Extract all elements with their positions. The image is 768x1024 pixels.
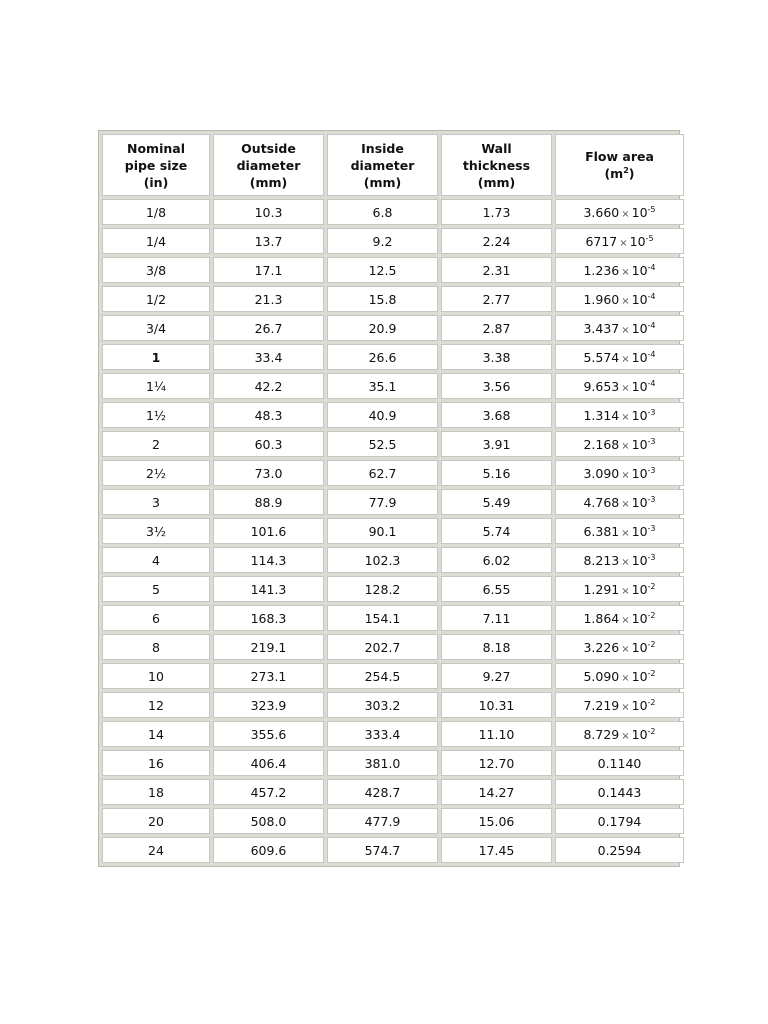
table-row: [102, 576, 684, 602]
cell-flow-area: [555, 663, 684, 689]
times-sign: ×: [621, 440, 630, 452]
table-row: [102, 547, 684, 573]
cell-outside-diameter: 457.2: [213, 779, 324, 805]
cell-wall-thickness: 5.74: [441, 518, 552, 544]
cell-nominal-pipe-size: 3/8: [102, 257, 210, 283]
times-sign: ×: [621, 614, 630, 626]
header-line: thickness: [462, 157, 531, 173]
flow-area-base: 10: [629, 233, 646, 249]
table-row: [102, 808, 684, 834]
flow-area-base: 10: [631, 639, 648, 655]
cell-inside-diameter: 202.7: [327, 634, 438, 660]
flow-area-mantissa: 1.291: [583, 581, 620, 597]
flow-area-base: 10: [631, 378, 648, 394]
table-row: [102, 663, 684, 689]
cell-wall-thickness: 2.77: [441, 286, 552, 312]
cell-nominal-pipe-size: 1½: [102, 402, 210, 428]
times-sign: ×: [621, 585, 630, 597]
flow-area-base: 10: [631, 668, 648, 684]
table-row: [102, 344, 684, 370]
cell-inside-diameter: 26.6: [327, 344, 438, 370]
header-unit-line: [556, 165, 683, 182]
times-sign: ×: [621, 208, 630, 220]
table-row: [102, 634, 684, 660]
times-sign: ×: [621, 527, 630, 539]
cell-inside-diameter: 574.7: [327, 837, 438, 863]
cell-nominal-pipe-size: 20: [102, 808, 210, 834]
flow-area-mantissa: 8.729: [583, 726, 620, 742]
table-row: [102, 315, 684, 341]
flow-area-mantissa: 1.314: [583, 407, 620, 423]
header-line: (mm): [363, 174, 402, 190]
flow-area-mantissa: 1.236: [583, 262, 620, 278]
cell-outside-diameter: 60.3: [213, 431, 324, 457]
cell-inside-diameter: 15.8: [327, 286, 438, 312]
cell-flow-area: [555, 576, 684, 602]
cell-nominal-pipe-size: 16: [102, 750, 210, 776]
table-row: [102, 431, 684, 457]
cell-nominal-pipe-size: 4: [102, 547, 210, 573]
times-sign: ×: [621, 672, 630, 684]
pipe-size-table-frame: [98, 130, 680, 867]
cell-wall-thickness: 3.56: [441, 373, 552, 399]
cell-flow-area: [555, 547, 684, 573]
flow-area-exponent: -2: [647, 668, 656, 678]
flow-area-mantissa: 5.090: [583, 668, 620, 684]
cell-wall-thickness: 15.06: [441, 808, 552, 834]
times-sign: ×: [619, 237, 628, 249]
flow-area-base: 10: [631, 262, 648, 278]
cell-flow-area: [555, 373, 684, 399]
cell-wall-thickness: 6.02: [441, 547, 552, 573]
header-line: diameter: [350, 157, 415, 173]
cell-inside-diameter: 20.9: [327, 315, 438, 341]
flow-area-exponent: -5: [647, 204, 656, 214]
cell-nominal-pipe-size: 2½: [102, 460, 210, 486]
cell-inside-diameter: 102.3: [327, 547, 438, 573]
header-line: (mm): [249, 174, 288, 190]
cell-flow-area: [555, 721, 684, 747]
cell-flow-area: [555, 605, 684, 631]
flow-area-mantissa: 6717: [585, 233, 618, 249]
cell-outside-diameter: 323.9: [213, 692, 324, 718]
cell-inside-diameter: 381.0: [327, 750, 438, 776]
header-wall-thickness: [441, 134, 552, 196]
flow-area-mantissa: 5.574: [583, 349, 620, 365]
flow-area-mantissa: 8.213: [583, 552, 620, 568]
cell-wall-thickness: 17.45: [441, 837, 552, 863]
cell-inside-diameter: 12.5: [327, 257, 438, 283]
cell-inside-diameter: 52.5: [327, 431, 438, 457]
flow-area-value: 0.1443: [597, 784, 642, 800]
cell-wall-thickness: 2.24: [441, 228, 552, 254]
cell-flow-area: [555, 837, 684, 863]
flow-area-mantissa: 1.864: [583, 610, 620, 626]
cell-inside-diameter: 77.9: [327, 489, 438, 515]
header-nominal-pipe-size: [102, 134, 210, 196]
table-row: [102, 460, 684, 486]
cell-wall-thickness: 2.31: [441, 257, 552, 283]
table-row: [102, 373, 684, 399]
header-line: Outside: [241, 140, 296, 156]
times-sign: ×: [621, 701, 630, 713]
cell-wall-thickness: 14.27: [441, 779, 552, 805]
flow-area-exponent: -3: [647, 465, 656, 475]
cell-outside-diameter: 114.3: [213, 547, 324, 573]
cell-nominal-pipe-size: 1/2: [102, 286, 210, 312]
times-sign: ×: [621, 556, 630, 568]
cell-nominal-pipe-size: 14: [102, 721, 210, 747]
header-line: Inside: [361, 140, 404, 156]
header-flow-area: [555, 134, 684, 196]
cell-outside-diameter: 101.6: [213, 518, 324, 544]
flow-area-mantissa: 9.653: [583, 378, 620, 394]
times-sign: ×: [621, 266, 630, 278]
times-sign: ×: [621, 498, 630, 510]
flow-area-base: 10: [631, 204, 648, 220]
table-row: [102, 402, 684, 428]
cell-flow-area: [555, 489, 684, 515]
times-sign: ×: [621, 643, 630, 655]
cell-wall-thickness: 3.91: [441, 431, 552, 457]
cell-nominal-pipe-size: 3/4: [102, 315, 210, 341]
cell-outside-diameter: 26.7: [213, 315, 324, 341]
cell-outside-diameter: 48.3: [213, 402, 324, 428]
cell-nominal-pipe-size: 24: [102, 837, 210, 863]
cell-inside-diameter: 333.4: [327, 721, 438, 747]
table-row: [102, 605, 684, 631]
cell-inside-diameter: 9.2: [327, 228, 438, 254]
flow-area-mantissa: 3.437: [583, 320, 620, 336]
cell-flow-area: [555, 779, 684, 805]
header-outside-diameter: [213, 134, 324, 196]
header-line: Wall: [481, 140, 512, 156]
cell-inside-diameter: 35.1: [327, 373, 438, 399]
cell-outside-diameter: 88.9: [213, 489, 324, 515]
table-row: [102, 692, 684, 718]
cell-flow-area: [555, 402, 684, 428]
flow-area-value: 0.1794: [597, 813, 642, 829]
flow-area-base: 10: [631, 523, 648, 539]
cell-outside-diameter: 219.1: [213, 634, 324, 660]
flow-area-base: 10: [631, 465, 648, 481]
cell-outside-diameter: 406.4: [213, 750, 324, 776]
flow-area-base: 10: [631, 726, 648, 742]
cell-outside-diameter: 168.3: [213, 605, 324, 631]
cell-inside-diameter: 62.7: [327, 460, 438, 486]
flow-area-base: 10: [631, 610, 648, 626]
cell-wall-thickness: 10.31: [441, 692, 552, 718]
table-row: [102, 286, 684, 312]
flow-area-mantissa: 3.090: [583, 465, 620, 481]
header-inside-diameter: [327, 134, 438, 196]
cell-outside-diameter: 17.1: [213, 257, 324, 283]
cell-flow-area: [555, 692, 684, 718]
cell-outside-diameter: 33.4: [213, 344, 324, 370]
cell-inside-diameter: 128.2: [327, 576, 438, 602]
cell-nominal-pipe-size: 2: [102, 431, 210, 457]
table-row: [102, 518, 684, 544]
flow-area-base: 10: [631, 581, 648, 597]
flow-area-exponent: -2: [647, 581, 656, 591]
table-row: [102, 257, 684, 283]
table-row: [102, 199, 684, 225]
cell-wall-thickness: 2.87: [441, 315, 552, 341]
cell-flow-area: [555, 344, 684, 370]
table-row: [102, 721, 684, 747]
flow-area-exponent: -2: [647, 726, 656, 736]
cell-outside-diameter: 273.1: [213, 663, 324, 689]
table-row: [102, 779, 684, 805]
cell-wall-thickness: 1.73: [441, 199, 552, 225]
cell-wall-thickness: 5.16: [441, 460, 552, 486]
flow-area-mantissa: 2.168: [583, 436, 620, 452]
cell-wall-thickness: 7.11: [441, 605, 552, 631]
flow-area-base: 10: [631, 494, 648, 510]
cell-outside-diameter: 73.0: [213, 460, 324, 486]
cell-flow-area: [555, 286, 684, 312]
flow-area-exponent: -2: [647, 639, 656, 649]
header-unit-open: (m: [604, 166, 624, 181]
cell-outside-diameter: 508.0: [213, 808, 324, 834]
cell-flow-area: [555, 431, 684, 457]
cell-inside-diameter: 303.2: [327, 692, 438, 718]
flow-area-mantissa: 6.381: [583, 523, 620, 539]
flow-area-base: 10: [631, 697, 648, 713]
flow-area-mantissa: 4.768: [583, 494, 620, 510]
cell-outside-diameter: 10.3: [213, 199, 324, 225]
cell-wall-thickness: 6.55: [441, 576, 552, 602]
flow-area-base: 10: [631, 291, 648, 307]
flow-area-exponent: -4: [647, 291, 656, 301]
times-sign: ×: [621, 469, 630, 481]
cell-nominal-pipe-size: 3: [102, 489, 210, 515]
cell-nominal-pipe-size: 6: [102, 605, 210, 631]
header-line: Nominal: [127, 140, 185, 156]
cell-nominal-pipe-size: 1: [102, 344, 210, 370]
flow-area-exponent: -4: [647, 262, 656, 272]
table-row: [102, 489, 684, 515]
cell-wall-thickness: 12.70: [441, 750, 552, 776]
flow-area-exponent: -3: [647, 436, 656, 446]
table-body: [102, 199, 684, 863]
cell-wall-thickness: 9.27: [441, 663, 552, 689]
cell-wall-thickness: 3.68: [441, 402, 552, 428]
cell-wall-thickness: 11.10: [441, 721, 552, 747]
cell-outside-diameter: 21.3: [213, 286, 324, 312]
cell-flow-area: [555, 199, 684, 225]
cell-inside-diameter: 428.7: [327, 779, 438, 805]
flow-area-base: 10: [631, 552, 648, 568]
cell-nominal-pipe-size: 12: [102, 692, 210, 718]
cell-nominal-pipe-size: 10: [102, 663, 210, 689]
cell-nominal-pipe-size: 1/4: [102, 228, 210, 254]
header-line: diameter: [236, 157, 301, 173]
cell-nominal-pipe-size: 1¼: [102, 373, 210, 399]
cell-inside-diameter: 6.8: [327, 199, 438, 225]
cell-outside-diameter: 42.2: [213, 373, 324, 399]
cell-flow-area: [555, 634, 684, 660]
flow-area-base: 10: [631, 320, 648, 336]
cell-inside-diameter: 40.9: [327, 402, 438, 428]
header-line: pipe size: [124, 157, 188, 173]
header-unit-exponent: 2: [623, 165, 629, 175]
cell-flow-area: [555, 460, 684, 486]
cell-wall-thickness: 3.38: [441, 344, 552, 370]
flow-area-base: 10: [631, 349, 648, 365]
cell-outside-diameter: 609.6: [213, 837, 324, 863]
flow-area-value: 0.2594: [597, 842, 642, 858]
flow-area-exponent: -2: [647, 610, 656, 620]
flow-area-exponent: -4: [647, 378, 656, 388]
cell-inside-diameter: 154.1: [327, 605, 438, 631]
header-row: [102, 134, 684, 196]
flow-area-mantissa: 3.226: [583, 639, 620, 655]
table-row: [102, 228, 684, 254]
cell-flow-area: [555, 808, 684, 834]
flow-area-exponent: -5: [645, 233, 654, 243]
cell-flow-area: [555, 750, 684, 776]
flow-area-exponent: -3: [647, 407, 656, 417]
flow-area-exponent: -3: [647, 494, 656, 504]
flow-area-exponent: -4: [647, 320, 656, 330]
cell-inside-diameter: 477.9: [327, 808, 438, 834]
header-line: (mm): [477, 174, 516, 190]
cell-wall-thickness: 5.49: [441, 489, 552, 515]
cell-nominal-pipe-size: 18: [102, 779, 210, 805]
header-unit-close: ): [628, 166, 635, 181]
cell-nominal-pipe-size: 5: [102, 576, 210, 602]
flow-area-exponent: -3: [647, 523, 656, 533]
cell-flow-area: [555, 257, 684, 283]
flow-area-mantissa: 7.219: [583, 697, 620, 713]
flow-area-base: 10: [631, 407, 648, 423]
cell-nominal-pipe-size: 8: [102, 634, 210, 660]
times-sign: ×: [621, 353, 630, 365]
cell-outside-diameter: 13.7: [213, 228, 324, 254]
flow-area-exponent: -3: [647, 552, 656, 562]
times-sign: ×: [621, 324, 630, 336]
cell-flow-area: [555, 315, 684, 341]
flow-area-exponent: -2: [647, 697, 656, 707]
flow-area-value: 0.1140: [597, 755, 642, 771]
cell-wall-thickness: 8.18: [441, 634, 552, 660]
cell-nominal-pipe-size: 3½: [102, 518, 210, 544]
header-line: Flow area: [585, 149, 654, 164]
times-sign: ×: [621, 730, 630, 742]
flow-area-base: 10: [631, 436, 648, 452]
cell-inside-diameter: 254.5: [327, 663, 438, 689]
cell-flow-area: [555, 518, 684, 544]
flow-area-mantissa: 1.960: [583, 291, 620, 307]
pipe-size-table: [99, 131, 687, 866]
flow-area-mantissa: 3.660: [583, 204, 620, 220]
cell-inside-diameter: 90.1: [327, 518, 438, 544]
table-row: [102, 837, 684, 863]
header-line: (in): [143, 174, 169, 190]
flow-area-exponent: -4: [647, 349, 656, 359]
times-sign: ×: [621, 382, 630, 394]
times-sign: ×: [621, 411, 630, 423]
cell-outside-diameter: 141.3: [213, 576, 324, 602]
table-row: [102, 750, 684, 776]
times-sign: ×: [621, 295, 630, 307]
cell-flow-area: [555, 228, 684, 254]
cell-nominal-pipe-size: 1/8: [102, 199, 210, 225]
cell-outside-diameter: 355.6: [213, 721, 324, 747]
